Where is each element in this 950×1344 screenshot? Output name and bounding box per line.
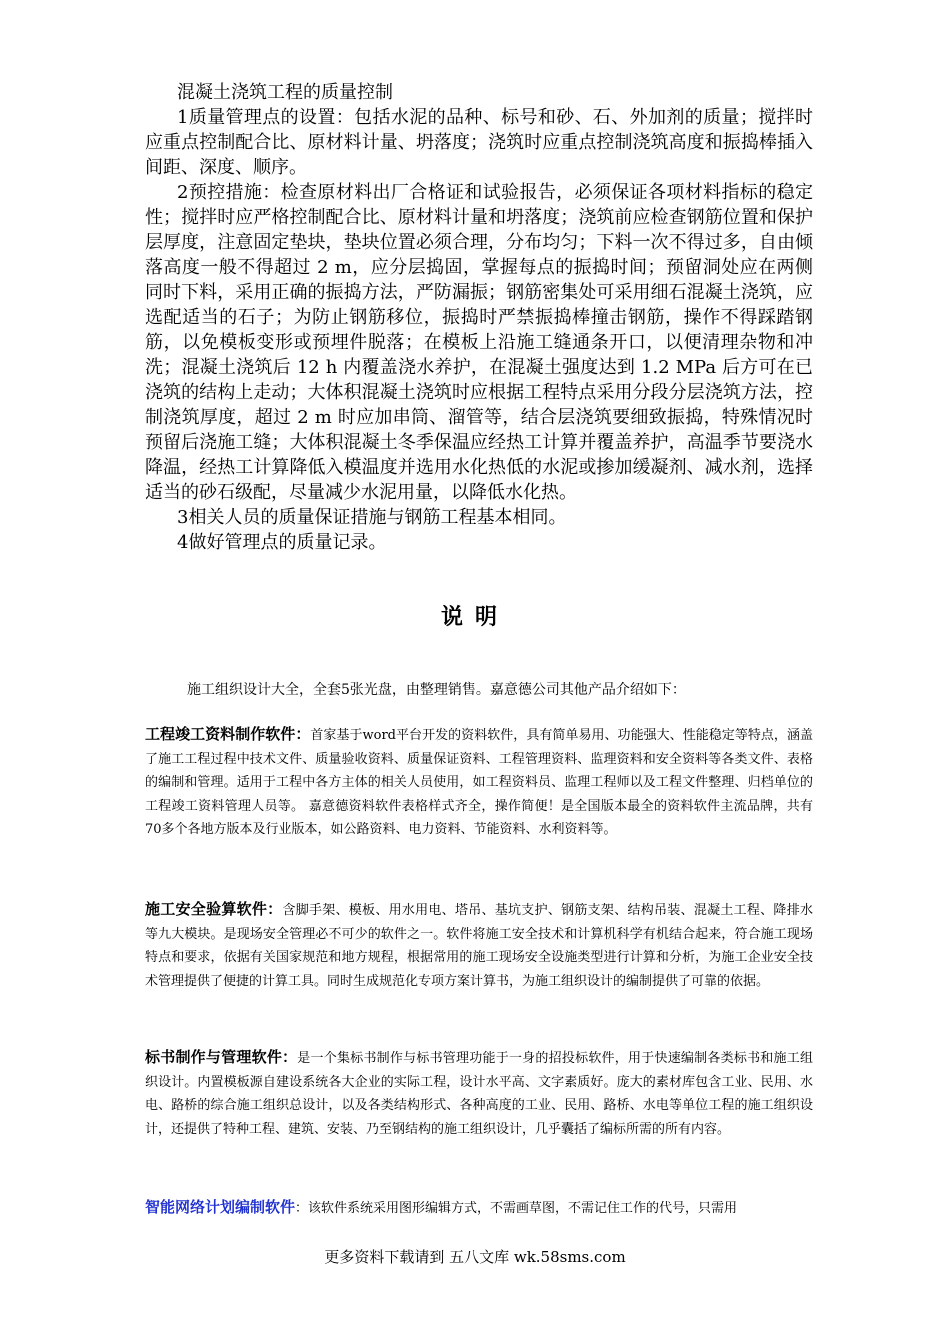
paragraph-2: 2预控措施：检查原材料出厂合格证和试验报告，必须保证各项材料指标的稳定性；搅拌时应严格控制配合比、原材料计量和坍落度；浇筑前应检查钢筋位置和保护层厚度，注意固定垫块，垫块位置必须合理，分布均匀；下料一次不得过多，自由倾落高度一般不得超过 2 m，应分层捣固，掌握每点的振捣时间；预留洞处应在两侧同时下料，采用正确的振捣方法，严防漏振；钢筋密集处可采用细石混凝土浇筑，应选配适当的石子；为防止钢筋移位，振捣时严禁振捣棒撞击钢筋，操作不得踩踏钢筋，以免模板变形或预埋件脱落；在模板上沿施工缝通条开口，以便清理杂物和冲洗；混凝土浇筑后 12 h 内覆盖浇水养护，在混凝土强度达到 1.2 MPa 后方可在已浇筑的结构上走动；大体积混凝土浇筑时应根据工程特点采用分段分层浇筑方法，控制浇筑厚度，超过 2 m 时应加串筒、溜管等，结合层浇筑要细致振捣，特殊情况时预留后浇施工缝；大体积混凝土冬季保温应经热工计算并覆盖养护，高温季节要浇水降温，经热工计算降低入模温度并选用水化热低的水泥或掺加缓凝剂、减水剂，选择适当的砂石级配，尽量减少水泥用量，以降低水化热。 bbox=[145, 182, 813, 503]
product-name: 工程竣工资料制作软件： bbox=[145, 725, 311, 743]
product-entry bbox=[145, 898, 813, 993]
product-entry bbox=[145, 1196, 813, 1221]
product-name: 标书制作与管理软件： bbox=[145, 1048, 298, 1066]
product-name-link[interactable]: 智能网络计划编制软件 bbox=[145, 1198, 296, 1216]
footer-text: 更多资料下载请到 五八文库 wk.58sms.com bbox=[324, 1248, 626, 1266]
notice-intro: 施工组织设计大全，全套5张光盘，由整理销售。嘉意德公司其他产品介绍如下： bbox=[187, 682, 686, 698]
product-name: 施工安全验算软件： bbox=[145, 900, 283, 918]
product-entry bbox=[145, 723, 813, 842]
paragraph-4: 4做好管理点的质量记录。 bbox=[177, 532, 387, 553]
product-desc: 是一个集标书制作与标书管理功能于一身的招投标软件，用于快速编制各类标书和施工组织设计。内置模板源自建设系统各大企业的实际工程，设计水平高、文字素质好。庞大的素材库包含工业、民用、水电、路桥的综合施工组织总设计，以及各类结构形式、各种高度的工业、民用、路桥、水电等单位工程的施工组织设计，还提供了特种工程、建筑、安装、乃至钢结构的施工组织设计，几乎囊括了编标所需的所有内容。 bbox=[145, 1051, 813, 1137]
product-desc: 含脚手架、模板、用水用电、塔吊、基坑支护、钢筋支架、结构吊装、混凝土工程、降排水等九大模块。是现场安全管理必不可少的软件之一。软件将施工安全技术和计算机科学有机结合起来，符合施工现场特点和要求，依据有关国家规范和地方规程，根据常用的施工现场安全设施类型进行计算和分析，为施工企业安全技术管理提供了便捷的计算工具。同时生成规范化专项方案计算书，为施工组织设计的编制提供了可靠的依据。 bbox=[145, 903, 813, 989]
paragraph-1: 1质量管理点的设置：包括水泥的品种、标号和砂、石、外加剂的质量；搅拌时应重点控制配合比、原材料计量、坍落度；浇筑时应重点控制浇筑高度和振捣棒插入间距、深度、顺序。 bbox=[145, 107, 813, 178]
product-entry bbox=[145, 1046, 813, 1141]
section-heading: 混凝土浇筑工程的质量控制 bbox=[177, 82, 393, 103]
product-desc: 首家基于word平台开发的资料软件，具有简单易用、功能强大、性能稳定等特点，涵盖了施工工程过程中技术文件、质量验收资料、质量保证资料、工程管理资料、监理资料和安全资料等各类文件、表格的编制和管理。适用于工程中各方主体的相关人员使用，如工程资料员、监理工程师以及工程文件整理、归档单位的工程竣工资料管理人员等。 嘉意德资料软件表格样式齐全，操作简便！是全国版本最全的资料软件主流品牌，共有70多个各地方版本及行业版本，如公路资料、电力资料、节能资料、水利资料等。 bbox=[145, 728, 813, 837]
notice-title: 说明 bbox=[440, 605, 509, 630]
product-separator: ： bbox=[295, 1201, 309, 1216]
concrete-quality-section bbox=[145, 80, 813, 555]
paragraph-3: 3相关人员的质量保证措施与钢筋工程基本相同。 bbox=[177, 507, 567, 528]
product-desc: 该软件系统采用图形编辑方式，不需画草图，不需记住工作的代号，只需用 bbox=[308, 1201, 738, 1216]
